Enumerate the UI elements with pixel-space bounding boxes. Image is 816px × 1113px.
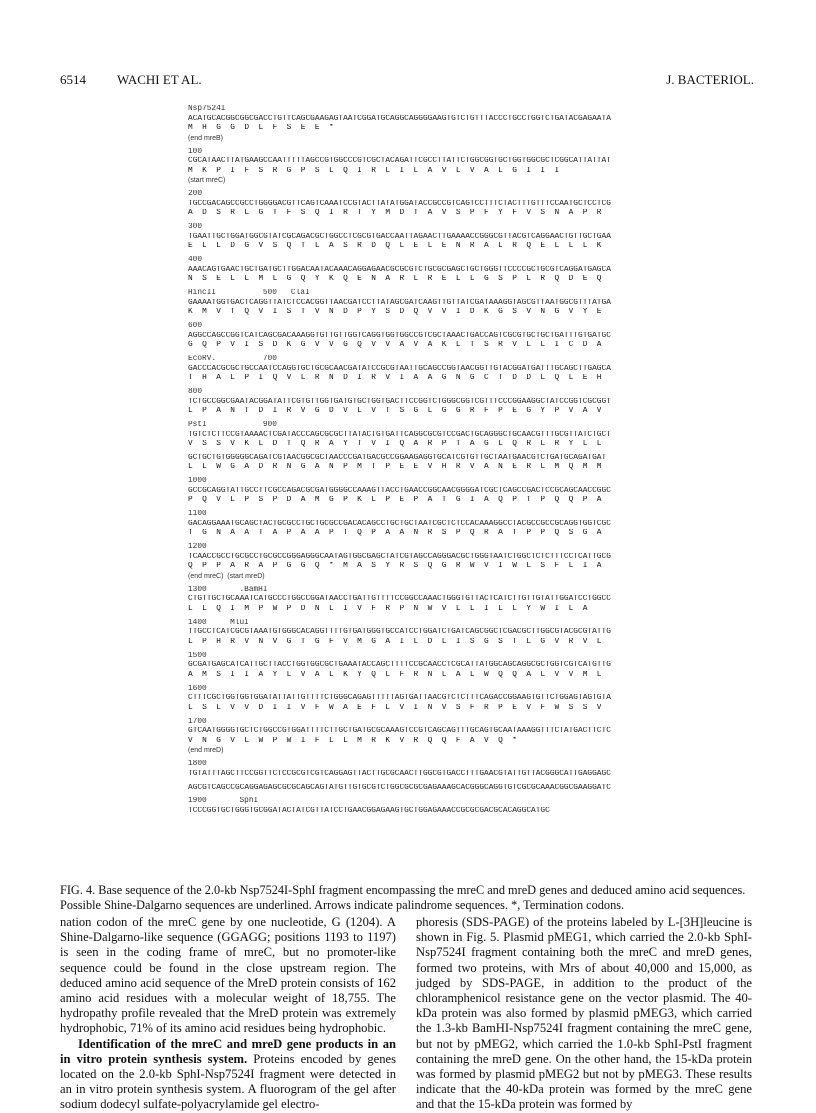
sequence-block [188, 223, 748, 252]
gene-annotation: (end mreD) [188, 747, 224, 755]
sequence-block [188, 355, 748, 384]
left-column [60, 915, 396, 1113]
sequence-block [188, 718, 748, 756]
sequence-block [188, 797, 748, 816]
position-label: 1300 .BamHI [188, 585, 268, 594]
dna-sequence: TCAACCGCCTGCGCCTGCGCCGGGAGGGCAATAGTGGCGAGCTATCGTAGCCAGGGACGCTGGGTAATCTGGCTCTCTTTCCTCATTGCG [188, 552, 611, 561]
gene-annotation: (start mreC) [188, 177, 226, 185]
dna-sequence: GAAAATGGTGACTCAGGTTATCTCCACGGTTAACGATCCTTATAGCGATCAAGTTGTTATCGATAAAGGTAGCGTTAATGGCGTTTATGA [188, 298, 611, 307]
dna-sequence: TCCCGGTGCTGGGTGCGGATACTATCGTTATCCTGAACGGAGAAGTGCTGGAGAAACCGCGCGACGCACAGGCATGC [188, 806, 550, 815]
sequence-block [188, 543, 748, 581]
sequence-block [188, 421, 748, 450]
journal-name: J. BACTERIOL. [666, 72, 754, 87]
amino-acid-sequence: L L Q I M P W P D N L I V F R P N W V L L I L L Y W I L A [188, 604, 588, 613]
sequence-block [188, 322, 748, 351]
dna-sequence: GACAGGAAATGCAGCTACTGCGCCTGCTGCGCCGACACAGCCTGCTGCTAATCGCTCTCCACAAAGGCCTACGCCGCCGCAGGTGGTCGC [188, 519, 611, 528]
dna-sequence: AGGCCAGCCGGTCATCAGCGACAAAGGTGTTGTTGGTCAGGTGGTGGCCGTCGCTAAACTGACCAGTCGCGTGCTGCTGATTTGTGATGC [188, 331, 611, 340]
sequence-block [188, 477, 748, 506]
amino-acid-sequence: V N G V L W P W I F L L M R K V R Q Q F A V Q * [188, 736, 517, 745]
sequence-block [188, 760, 748, 779]
sequence-block [188, 105, 748, 143]
dna-sequence: TGTATTTAGCTTCCGGTTCTCCGCGTCGTCAGGAGTTACTTGCGCAACTTGGCGTGACCTTTGAACGTATTGTTACGGGCATTGAGGAGC [188, 769, 611, 778]
sequence-block [188, 454, 748, 473]
amino-acid-sequence: L S L V V D I I V F W A E F L V I N V S F R P E V F W S S V [188, 703, 602, 712]
figure-caption: FIG. 4. Base sequence of the 2.0-kb Nsp7524I-SphI fragment encompassing the mreC and mreD genes and deduced amino acid sequences. Possible Shine-Dalgarno sequences are underlined. Arrows indicate palindrome sequences. *, Termination codons. [60, 883, 746, 912]
dna-sequence: CGCATAACTTATGAAGCCAATTTTTAGCCGTGGCCCGTCGCTACAGATTCGCCTTATTCTGGCGGTGCTGGTGGCGCTCGGCATTATTAT [188, 157, 611, 166]
dna-sequence: GACCCACGCGCTGCCAATCCAGGTGCTGCGCAACGATATCCGCGTAATTGCAGCCGGTAACGGTTGTACGGATGATTTGCAGCTTGAGCA [188, 364, 611, 373]
dna-sequence: GTCAATGGGGTGCTCTGGCCGTGGATTTTCTTGCTGATGCGCAAAGTCCGTCAGCAGTTTGCAGTGCAATAAAGGTTTCTATGACTTCTC [188, 727, 611, 736]
position-label: 1400 MluI [188, 618, 249, 627]
dna-sequence: TGCCGACAGCCGCCTGGGGACGTTCAGTCAAATCCGTACTTATATGGATACCGCCGTCAGTCCTTTCTACTTTGTTTCCAATGCTCCTCG [188, 199, 611, 208]
paragraph-text: Proteins encoded by genes located on the 2.0-kb SphI-Nsp7524I fragment were detected in an in vitro protein synthesis system. A fluorogram of the gel after sodium dodecyl sulfate-polyacrylamide gel electro- [60, 1051, 396, 1112]
dna-sequence: AGCGTCAGCCGCAGGAGAGCGCGCAGCAGTATGTTGTGCGTCTGGCGCGCGAGAAAGCACGGGCAGGTGTCGCGCAAACGGCGAAGGATC [188, 783, 611, 792]
dna-sequence: ACATGCACGGCGGCGACCTGTTCAGCGAAGAGTAATCGGATGCAGGCAGGGGAAGTGTCTGTTTACCCTGCCTGGTCTGATACGAGAATA [188, 114, 611, 123]
position-label: 600 [188, 322, 203, 330]
position-label: 1900 SphI [188, 797, 259, 806]
paragraph-text: phoresis (SDS-PAGE) of the proteins labeled by L-[3H]leucine is shown in Fig. 5. Plasmid pMEG1, which carried the 2.0-kb SphI-Nsp7524I fragment containing both the mreC and mreD genes, formed two proteins, with Mrs of about 40,000 and 15,000, as judged by SDS-PAGE, in addition to the product of the chloramphenicol resistance gene on the vector plasmid. The 40-kDa protein was also formed by plasmid pMEG3, which carried the 1.3-kb BamHI-Nsp7524I fragment containing the mreC gene, but not by pMEG2, which carried the 1.0-kb SphI-PstI fragment containing the mreD gene. On the other hand, the 15-kDa protein was formed by plasmid pMEG2 but not by pMEG3. These results indicate that the 40-kDa protein was formed by the mreC gene and that the 15-kDa protein was formed by [416, 915, 752, 1112]
position-label: HincII 500 ClaI [188, 289, 310, 298]
sequence-block [188, 685, 748, 714]
sequence-figure [188, 105, 748, 821]
amino-acid-sequence: L L W G A D R N G A N P M T P E E V H R V A N E R L M Q M M [188, 463, 602, 472]
right-column [416, 915, 752, 1113]
sequence-block [188, 619, 748, 648]
amino-acid-sequence: Q P P A R A P G G Q * M A S Y R S Q G R W V I W L S F L I A [188, 562, 602, 571]
position-label: EcoRV. 700 [188, 354, 277, 363]
authors: WACHI ET AL. [117, 72, 202, 87]
position-label: 1500 [188, 651, 207, 660]
amino-acid-sequence: L P H R V N V G T G F V M G A I L D L I S G S T L G V R V L [188, 637, 602, 646]
position-label: 1100 [188, 510, 207, 519]
dna-sequence: GCTGCTGTGGGGGCAGATCGTAACGGCGCTAACCCGATGACGCCGGAAGAGGTGCATCGTGTTGCTAATGAACGTCTGATGCAGATGAT [188, 453, 607, 462]
dna-sequence: TGTCTCTTCCGTAAAACTCGATACCCAGCGCGCTTATACTGTGATTCAGGCGCGTCCGACTGCAGGGCTGCAACGTTTGCGTTATCTGCT [188, 430, 611, 439]
sequence-block [188, 652, 748, 681]
dna-sequence: TTGCCTCATCGCGTAAATGTGGGCACAGGTTTTGTGATGGGTGCCATCCTGGATCTGATCAGCGGCTCGACGCTTGGCGTACGCGTATTG [188, 628, 611, 637]
position-label: 400 [188, 256, 203, 265]
dna-sequence: CTTTCGCTGGTGGTGGATATTATTGTTTTCTGGGCAGAGTTTTTAGTGATTAACGTCTCTTTCAGACCGGAAGTGTTCTGGAGTAGTGTA [188, 694, 611, 703]
amino-acid-sequence: A M S I I A Y L V A L K Y Q L F R N L A L W Q Q A L V V M L [188, 670, 602, 679]
section-subhead: Identification of the mreC and mreD gene products in an in vitro protein synthesis system. [60, 1036, 396, 1066]
sequence-block [188, 586, 748, 615]
gene-annotation: (end mreB) [188, 134, 224, 142]
position-label: 1600 [188, 684, 207, 693]
position-label: PstI 900 [188, 420, 277, 429]
position-label: Nsp7524I [188, 105, 226, 113]
position-label: 1000 [188, 477, 207, 486]
running-header [60, 72, 230, 88]
sequence-block [188, 148, 748, 186]
amino-acid-sequence: T H A L P I Q V L R N D I R V I A A G N G C T D D L Q L E H [188, 374, 602, 383]
amino-acid-sequence: E L L D G V S Q T L A S R D Q L E L E N R A L R Q E L L L K [188, 242, 602, 251]
sequence-block [188, 190, 748, 219]
dna-sequence: TGAATTGCTGGATGGCGTATCGCAGACGCTGGCCTCGCGTGACCAATTAGAACTTGAAAACCGGGCGTTACGTCAGGAACTGTTGCTGAA [188, 232, 611, 241]
sequence-block [188, 388, 748, 417]
amino-acid-sequence: K M V T Q V I S T V N D P Y S D Q V V I D K G S V N G V Y E [188, 308, 602, 317]
amino-acid-sequence: V S S V K L D T Q R A Y T V I Q A R P T A G L Q R L R Y L L [188, 440, 602, 449]
amino-acid-sequence: G Q P V I S D K G V V G Q V V A V A K L T S R V L L I C D A [188, 341, 602, 350]
page-number: 6514 [60, 72, 86, 87]
dna-sequence: CTGTTGCTGCAAATCATGCCCTGGCCGGATAACCTGATTGTTTTCCGGCCAAACTGGGTGTTACTCATCTTGTTGTATTGGATCCTGGCC [188, 595, 611, 604]
dna-sequence: AAACAGTGAACTGCTGATGCTTGGACAATACAAACAGGAGAACGCGCGTCTGCGCGAGCTGCTGGGTTCCCCGCTGCGTCAGGATGAGCA [188, 265, 611, 274]
paragraph-text: nation codon of the mreC gene by one nucleotide, G (1204). A Shine-Dalgarno-like sequence (GGAGG; positions 1193 to 1197) is seen in the coding frame of mreC, but no promoter-like sequence could be found in the close upstream region. The deduced amino acid sequence of the MreD protein consists of 162 amino acid residues with a molecular weight of 18,755. The hydropathy profile revealed that the MreD protein was extremely hydrophobic, 71% of its amino acid residues being hydrophobic. [60, 915, 396, 1036]
position-label: 1800 [188, 760, 207, 769]
sequence-block [188, 784, 748, 794]
position-label: 200 [188, 190, 203, 199]
amino-acid-sequence: N S E L L M L G Q Y K Q E N A R L R E L L G S P L R Q D E Q [188, 275, 602, 284]
amino-acid-sequence: M H G G D L F S E E * [188, 124, 334, 133]
amino-acid-sequence: M K P I F S R G P S L Q I R L I L A V L V A L G I I I [188, 166, 560, 175]
amino-acid-sequence: L P A N T D I R V G D V L V T S G L G G R F P E G Y P V A V [188, 407, 602, 416]
amino-acid-sequence: T G N A A T A P A A P T Q P A A N R S P Q R A T P P Q S G A [188, 529, 602, 538]
sequence-block [188, 510, 748, 539]
dna-sequence: TCTGCCGGCGAATACGGATATTCGTGTTGGTGATGTGCTGGTGACTTCCGGTCTGGGCGGTCGTTTCCCGGAAGGCTATCCGGTCGCGGT [188, 397, 611, 406]
position-label: 100 [188, 147, 203, 156]
dna-sequence: GCCGCAGGTATTGCCTTCGCCAGACGCGATGGGGCCAAAGTTACCTGAACCGGCAACGGGGATCGCTCAGCCGACTCCGCAGCAACCGGC [188, 486, 611, 495]
dna-sequence: GCGATGAGCATCATTGCTTACCTGGTGGCGCTGAAATACCAGCTTTTCCGCAACCTCGCATTATGGCAGCAGGCGCTGGTCGTCATGTTG [188, 661, 611, 670]
amino-acid-sequence: P Q V L P S P D A M G P K L P E P A T G I A Q P T P Q Q P A [188, 496, 602, 505]
position-label: 800 [188, 387, 203, 396]
position-label: 1200 [188, 543, 207, 552]
amino-acid-sequence: A D S R L G T F S Q I R T Y M D T A V S P F Y F V S N A P R [188, 209, 602, 218]
sequence-block [188, 289, 748, 318]
position-label: 300 [188, 223, 203, 232]
sequence-block [188, 256, 748, 285]
position-label: 1700 [188, 717, 207, 726]
gene-annotation: (end mreC) (start mreD) [188, 572, 265, 580]
